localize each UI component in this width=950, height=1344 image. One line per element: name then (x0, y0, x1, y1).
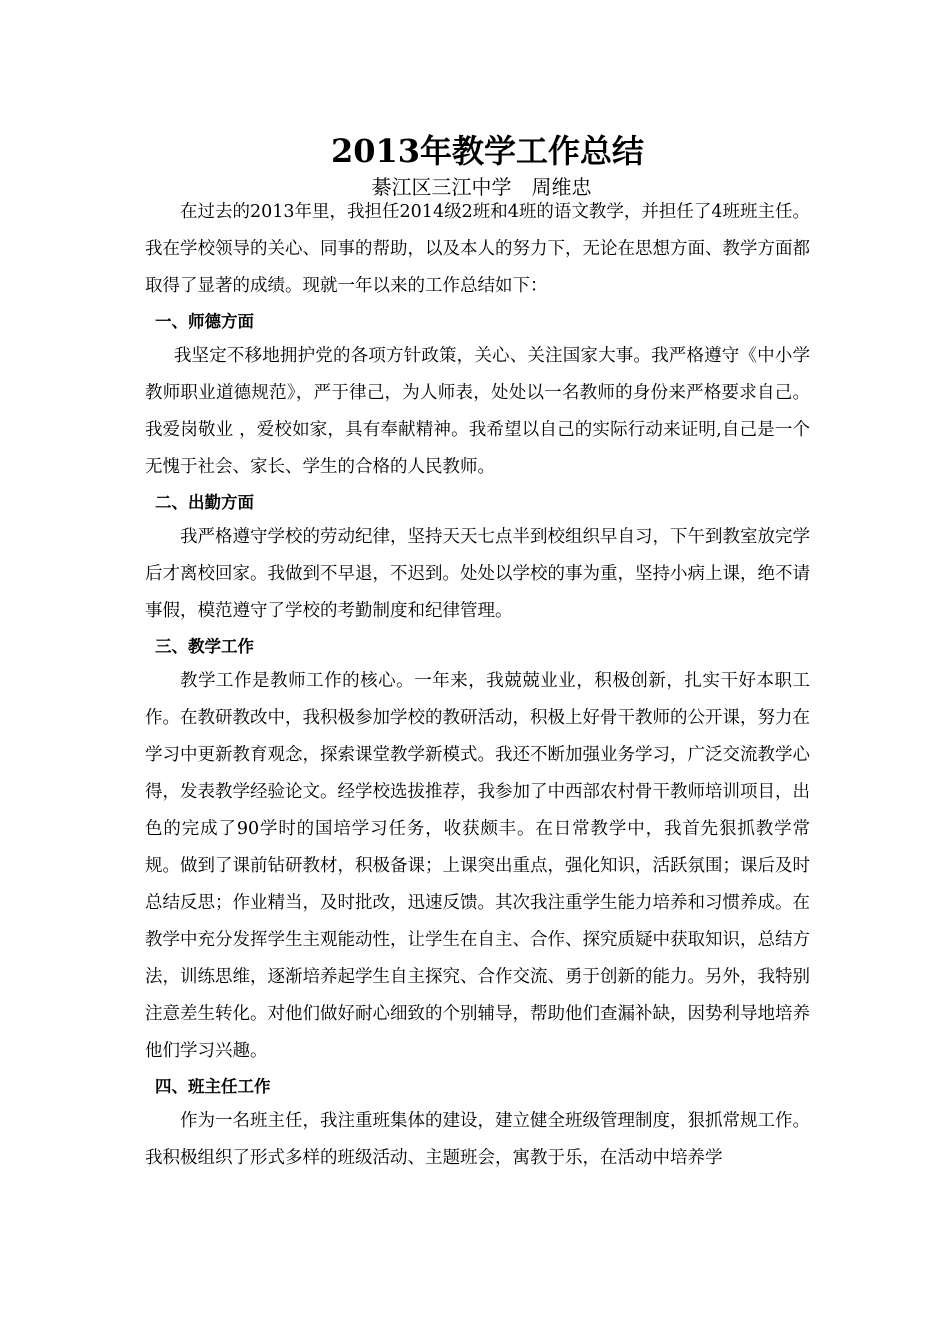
document-title: 2013年教学工作总结 (330, 132, 645, 170)
section-heading-class-teacher: 四、班主任工作 (155, 1077, 271, 1096)
section-body-teaching: 教学工作是教师工作的核心。一年来，我兢兢业业，积极创新，扎实干好本职工作。在教研教改中，我积极参加学校的教研活动，积极上好骨干教师的公开课，努力在学习中更新教育观念，探索课堂教学新模式。我还不断加强业务学习，广泛交流教学心得，发表教学经验论文。经学校选拔推荐，我参加了中西部农村骨干教师培训项目，出色的完成了90学时的国培学习任务，收获颇丰。在日常教学中，我首先狠抓教学常规。做到了课前钻研教材，积极备课；上课突出重点，强化知识，活跃氛围；课后及时总结反思；作业精当，及时批改，迅速反馈。其次我注重学生能力培养和习惯养成。在教学中充分发挥学生主观能动性，让学生在自主、合作、探究质疑中获取知识，总结方法，训练思维，逐渐培养起学生自主探究、合作交流、勇于创新的能力。另外，我特别注意差生转化。对他们做好耐心细致的个别辅导，帮助他们查漏补缺，因势利导地培养他们学习兴趣。 (145, 671, 810, 1061)
section-body-ethics: 我坚定不移地拥护党的各项方针政策，关心、关注国家大事。我严格遵守《中小学教师职业道德规范》，严于律己，为人师表，处处以一名教师的身份来严格要求自己。我爱岗敬业 ，爱校如家，具有奉献精神。我希望以自己的实际行动来证明,自己是一个无愧于社会、家长、学生的合格的人民教师。 (145, 346, 810, 477)
intro-paragraph: 在过去的2013年里，我担任2014级2班和4班的语文教学，并担任了4班班主任。我在学校领导的关心、同事的帮助，以及本人的努力下，无论在思想方面、教学方面都取得了显著的成绩。现就一年以来的工作总结如下： (145, 202, 810, 296)
section-body-class-teacher: 作为一名班主任，我注重班集体的建设，建立健全班级管理制度，狠抓常规工作。我积极组织了形式多样的班级活动、主题班会，寓教于乐，在活动中培养学 (145, 1111, 810, 1168)
document-author: 綦江区三江中学 周维忠 (371, 175, 592, 199)
section-body-attendance: 我严格遵守学校的劳动纪律，坚持天天七点半到校组织早自习，下午到教室放完学后才离校回家。我做到不早退，不迟到。处处以学校的事为重，坚持小病上课，绝不请事假，模范遵守了学校的考勤制度和纪律管理。 (145, 527, 810, 621)
document-page (145, 128, 810, 1177)
section-heading-teaching: 三、教学工作 (155, 637, 254, 656)
section-heading-attendance: 二、出勤方面 (155, 493, 254, 512)
section-heading-ethics: 一、师德方面 (155, 312, 254, 331)
